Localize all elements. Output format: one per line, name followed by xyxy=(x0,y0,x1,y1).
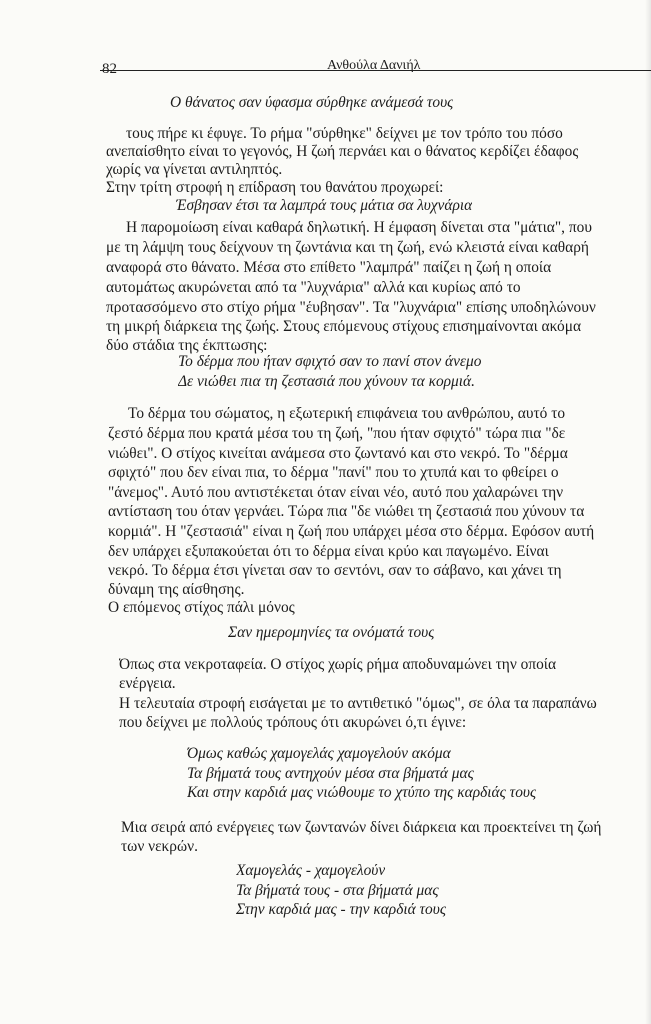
body-text-line: δεν υπάρχει εξυπακούεται ότι το δέρμα είναι κρύο και παγωμένο. Είναι xyxy=(108,543,549,560)
body-text-line: Η παρομοίωση είναι καθαρά δηλωτική. Η έμφαση δίνεται στα "μάτια", που xyxy=(126,219,592,236)
body-text-line: νεκρό. Το δέρμα έτσι γίνεται σαν το σεντόνι, σαν το σάβανο, και χάνει τη xyxy=(108,562,562,579)
body-text-line: με τη λάμψη τους δείχνουν τη ζωντάνια και τη ζωή, ενώ κλειστά είναι καθαρή xyxy=(106,239,589,256)
page-number: 82 xyxy=(102,61,117,77)
body-text-line: Το δέρμα του σώματος, η εξωτερική επιφάνεια του ανθρώπου, αυτό το xyxy=(128,405,566,422)
body-text-line: Ο επόμενος στίχος πάλι μόνος xyxy=(108,599,295,616)
body-text-line: αναφορά στο θάνατο. Μέσα στο επίθετο "λαμπρά" παίζει η ζωή η οποία xyxy=(106,259,552,276)
page-edge-shadow xyxy=(645,0,651,1024)
verse-quote-line: Στην καρδιά μας - την καρδιά τους xyxy=(236,901,447,918)
verse-quote-line: Και στην καρδιά μας νιώθουμε το χτύπο της καρδιάς τους xyxy=(187,784,537,801)
running-head-author: Ανθούλα Δανιήλ xyxy=(327,58,421,73)
body-text-line: "άνεμος". Αυτό που αντιστέκεται όταν είναι νέο, αυτό που χαλαρώνει την xyxy=(108,484,564,501)
verse-quote-line: Τα βήματά τους - στα βήματά μας xyxy=(236,882,439,899)
body-text-line: τη μικρή διάρκεια της ζωής. Στους επόμενους στίχους επισημαίνονται ακόμα xyxy=(106,318,582,335)
header-rule xyxy=(100,70,651,71)
body-text-line: Στην τρίτη στροφή η επίδραση του θανάτου προχωρεί: xyxy=(106,179,444,196)
body-text-line: ζεστό δέρμα που κρατά μέσα του τη ζωή, "που ήταν σφιχτό" τώρα πια "δε xyxy=(108,425,566,442)
body-text-line: Όπως στα νεκροταφεία. Ο στίχος χωρίς ρήμα αποδυναμώνει την οποία xyxy=(119,656,557,673)
body-text-line: που δείχνει με πολλούς τρόπους ότι ακυρώνει ό,τι έγινε: xyxy=(119,714,467,731)
body-text-line: αυτομάτως ακυρώνεται από τα "λυχνάρια" αλλά και κυρίως από το xyxy=(106,279,521,296)
body-text-line: τους πήρε κι έφυγε. Το ρήμα "σύρθηκε" δείχνει με τον τρόπο του πόσο xyxy=(126,125,563,142)
body-text-line: των νεκρών. xyxy=(121,838,198,855)
verse-quote-line: Όμως καθώς χαμογελάς χαμογελούν ακόμα xyxy=(187,745,451,762)
verse-quote-line: Ο θάνατος σαν ύφασμα σύρθηκε ανάμεσά τους xyxy=(170,94,454,111)
body-text-line: χωρίς να γίνεται αντιληπτός. xyxy=(106,161,283,178)
body-text-line: Μια σειρά από ενέργειες των ζωντανών δίνει διάρκεια και προεκτείνει τη ζωή xyxy=(121,819,602,836)
verse-quote-line: Το δέρμα που ήταν σφιχτό σαν το πανί στον άνεμο xyxy=(178,353,482,370)
body-text-line: δύο στάδια της έκπτωσης: xyxy=(106,337,268,354)
body-text-line: κορμιά". Η "ζεστασιά" είναι η ζωή που υπάρχει μέσα στο δέρμα. Εφόσον αυτή xyxy=(108,523,595,540)
body-text-line: σφιχτό" που δεν είναι πια, το δέρμα "πανί" που το χτυπά και το φθείρει ο xyxy=(108,464,559,481)
running-header xyxy=(0,58,651,78)
body-text-line: Η τελευταία στροφή εισάγεται με το αντιθετικό "όμως", σε όλα τα παραπάνω xyxy=(119,695,597,712)
verse-quote-line: Δε νιώθει πια τη ζεστασιά που χύνουν τα κορμιά. xyxy=(178,373,475,390)
body-text-line: προτασσόμενο στο στίχο ρήμα "έυβησαν". Τα "λυχνάρια" επίσης υποδηλώνουν xyxy=(106,299,596,316)
body-text-line: ενέργεια. xyxy=(119,675,176,692)
body-text-line: αντίσταση του όταν γερνάει. Τώρα πια "δε νιώθει τη ζεστασιά που χύνουν τα xyxy=(108,503,585,520)
body-text-line: δύναμη της αίσθησης. xyxy=(108,581,245,598)
verse-quote-line: Τα βήματά τους αντηχούν μέσα στα βήματά μας xyxy=(187,765,474,782)
body-text-line: νιώθει". Ο στίχος κινείται ανάμεσα στο ζωντανό και στο νεκρό. Το "δέρμα xyxy=(108,445,568,462)
verse-quote-line: Έσβησαν έτσι τα λαμπρά τους μάτια σα λυχνάρια xyxy=(176,197,473,214)
body-text-line: ανεπαίσθητο είναι το γεγονός, Η ζωή περνάει και ο θάνατος κερδίζει έδαφος xyxy=(106,143,579,160)
verse-quote-line: Σαν ημερομηνίες τα ονόματά τους xyxy=(228,624,435,641)
verse-quote-line: Χαμογελάς - χαμογελούν xyxy=(236,862,386,879)
